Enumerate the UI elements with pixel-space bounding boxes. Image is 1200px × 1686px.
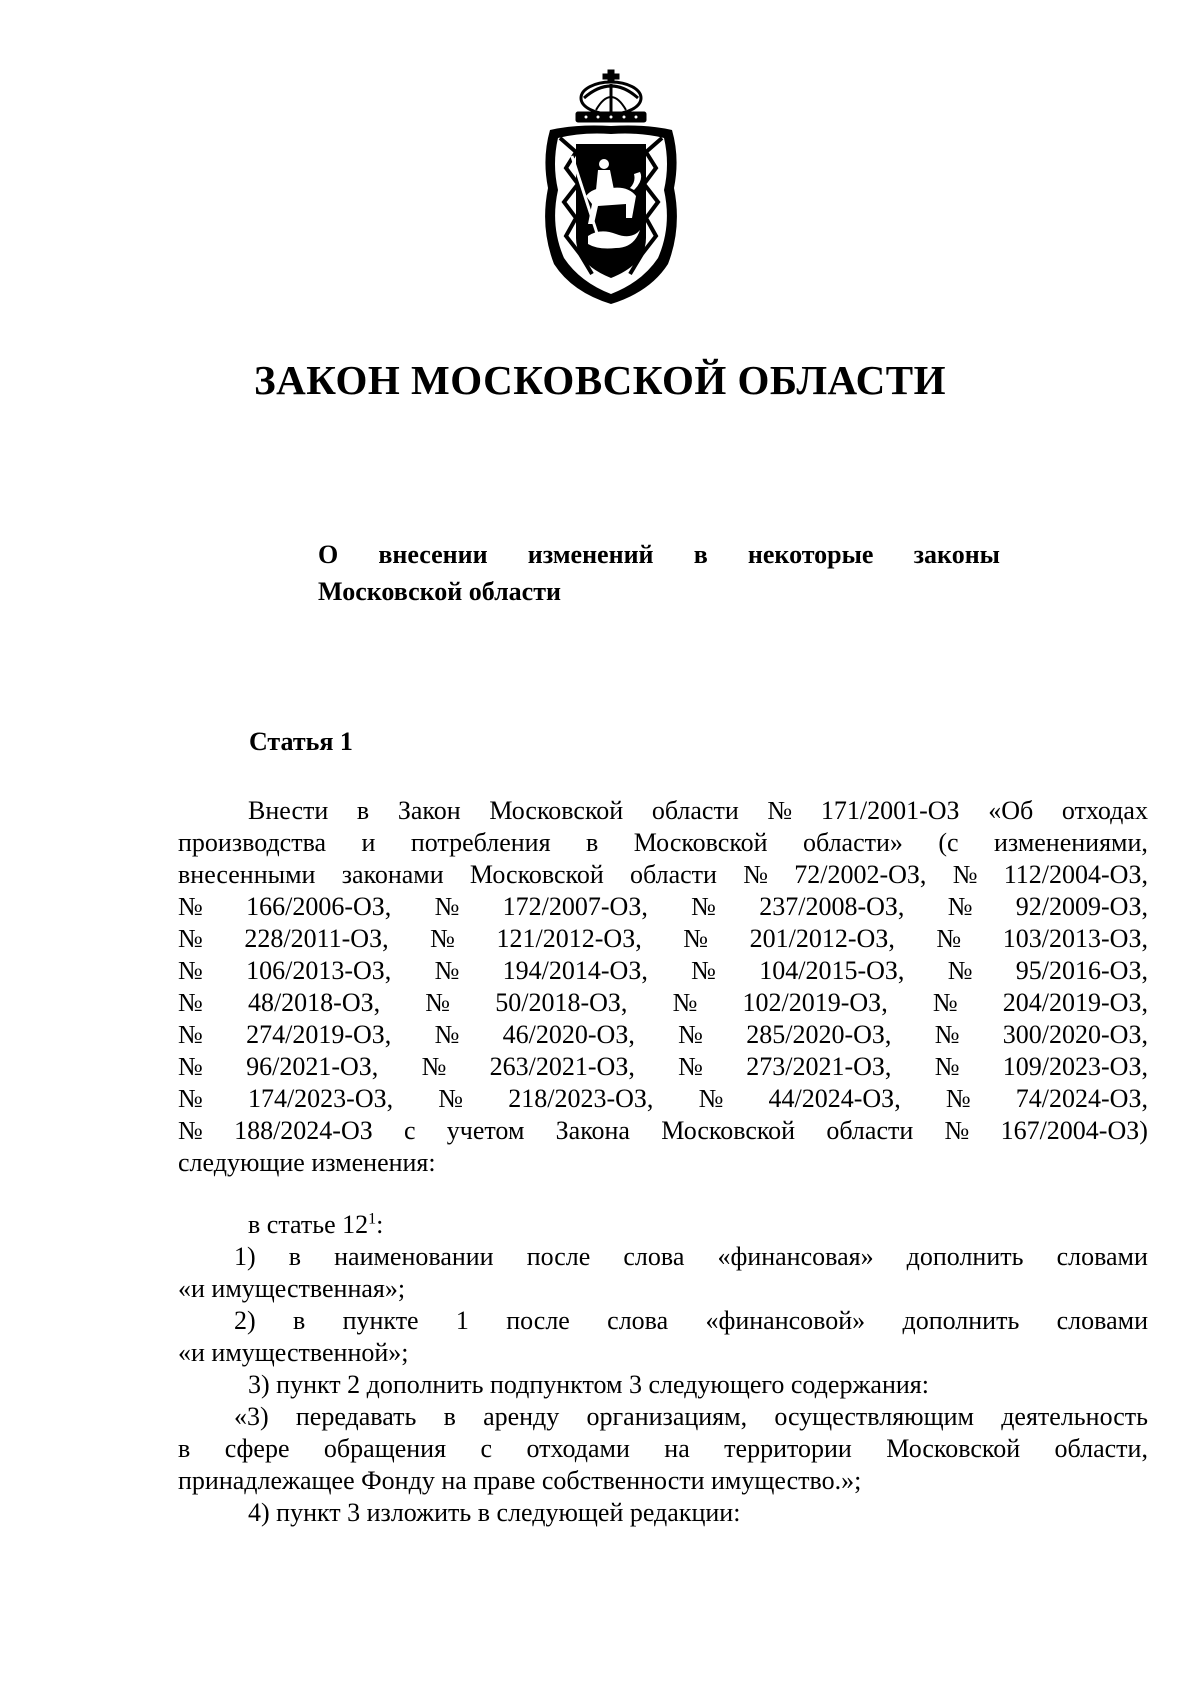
word: № bbox=[934, 1052, 960, 1081]
word: в bbox=[585, 828, 599, 857]
word: № bbox=[932, 988, 958, 1017]
word: Московской bbox=[633, 828, 768, 857]
word: № bbox=[178, 988, 203, 1017]
word: 106/2013-ОЗ, bbox=[246, 956, 392, 985]
word: области bbox=[826, 1116, 914, 1145]
word: изменениями, bbox=[994, 828, 1148, 857]
word: № bbox=[678, 1052, 703, 1081]
word: № bbox=[936, 924, 962, 953]
word: 201/2012-ОЗ, bbox=[749, 924, 895, 953]
word: № bbox=[691, 892, 716, 921]
law-subject-heading bbox=[318, 536, 1000, 610]
word: № bbox=[178, 1116, 203, 1145]
subject-word: в bbox=[693, 540, 708, 569]
word: № bbox=[430, 924, 455, 953]
word: 171/2001-ОЗ bbox=[820, 796, 960, 825]
word: № bbox=[934, 1020, 960, 1049]
word: после bbox=[506, 1306, 570, 1335]
subject-line-2: Московской области bbox=[318, 577, 561, 606]
list-item-3: 3) пункт 2 дополнить подпунктом 3 следующего содержания: bbox=[248, 1370, 929, 1399]
word: словами bbox=[1056, 1242, 1148, 1271]
word: 121/2012-ОЗ, bbox=[496, 924, 642, 953]
word: № bbox=[425, 988, 451, 1017]
word: после bbox=[526, 1242, 591, 1271]
subject-word: некоторые bbox=[747, 540, 874, 569]
word: № bbox=[178, 1084, 203, 1113]
list-item-2 bbox=[178, 1305, 1148, 1337]
word: № bbox=[178, 924, 203, 953]
list-item-1-continuation: «и имущественная»; bbox=[178, 1274, 406, 1303]
word: 92/2009-ОЗ, bbox=[1015, 892, 1148, 921]
article-reference bbox=[178, 1209, 1148, 1241]
word: пункте bbox=[342, 1306, 419, 1335]
word: № bbox=[947, 892, 973, 921]
word: слова bbox=[607, 1306, 669, 1335]
word: Закон bbox=[397, 796, 461, 825]
word: № bbox=[434, 892, 460, 921]
quoted-subparagraph bbox=[178, 1401, 1148, 1465]
quote-last-line: принадлежащее Фонду на праве собственности имущество.»; bbox=[178, 1466, 862, 1495]
word: «3) bbox=[234, 1402, 269, 1431]
word: «финансовой» bbox=[705, 1306, 866, 1335]
word: в bbox=[292, 1306, 306, 1335]
subject-word: О bbox=[318, 540, 339, 569]
word: № bbox=[434, 1020, 460, 1049]
word: области bbox=[630, 860, 717, 889]
intro-line bbox=[178, 955, 1148, 987]
word: осуществляющим bbox=[774, 1402, 974, 1431]
word: (с bbox=[938, 828, 959, 857]
intro-line bbox=[178, 859, 1148, 891]
quote-line bbox=[178, 1401, 1148, 1433]
word: № bbox=[438, 1084, 464, 1113]
word: учетом bbox=[446, 1116, 525, 1145]
word: № bbox=[678, 1020, 703, 1049]
word: 46/2020-ОЗ, bbox=[502, 1020, 635, 1049]
word: с bbox=[480, 1434, 493, 1463]
word: в bbox=[288, 1242, 302, 1271]
list-item-4: 4) пункт 3 изложить в следующей редакции: bbox=[248, 1498, 741, 1527]
word: в bbox=[356, 796, 370, 825]
word: внесенными bbox=[178, 860, 316, 889]
word: 109/2023-ОЗ, bbox=[1002, 1052, 1148, 1081]
word: Московской bbox=[886, 1434, 1021, 1463]
word: 167/2004-ОЗ) bbox=[1000, 1116, 1148, 1145]
word: дополнить bbox=[902, 1306, 1020, 1335]
article-ref-colon: : bbox=[376, 1210, 384, 1239]
word: в bbox=[443, 1402, 456, 1431]
word: производства bbox=[178, 828, 327, 857]
word: 285/2020-ОЗ, bbox=[746, 1020, 892, 1049]
word: передавать bbox=[295, 1402, 417, 1431]
word: 2) bbox=[234, 1306, 256, 1335]
intro-line bbox=[178, 1019, 1148, 1051]
intro-line bbox=[178, 987, 1148, 1019]
list-item-2-continuation: «и имущественной»; bbox=[178, 1338, 409, 1367]
word: № bbox=[178, 1052, 203, 1081]
word: сфере bbox=[224, 1434, 290, 1463]
word: слова bbox=[623, 1242, 685, 1271]
quote-line bbox=[178, 1433, 1148, 1465]
word: 194/2014-ОЗ, bbox=[502, 956, 648, 985]
word: Московской bbox=[661, 1116, 796, 1145]
word: 72/2002-ОЗ, bbox=[794, 860, 927, 889]
word: Московской bbox=[469, 860, 604, 889]
word: № bbox=[672, 988, 698, 1017]
word: аренду bbox=[483, 1402, 560, 1431]
article-body bbox=[178, 795, 1148, 1529]
word: с bbox=[404, 1116, 416, 1145]
word: № bbox=[421, 1052, 447, 1081]
word: № bbox=[178, 892, 203, 921]
word: 96/2021-ОЗ, bbox=[246, 1052, 379, 1081]
word: территории bbox=[724, 1434, 852, 1463]
law-title: ЗАКОН МОСКОВСКОЙ ОБЛАСТИ bbox=[254, 357, 946, 403]
moscow-oblast-coat-of-arms-icon bbox=[536, 68, 686, 306]
word: № bbox=[434, 956, 460, 985]
word: 237/2008-ОЗ, bbox=[759, 892, 905, 921]
word: № bbox=[743, 860, 768, 889]
word: № bbox=[767, 796, 793, 825]
word: 104/2015-ОЗ, bbox=[759, 956, 905, 985]
word: 1) bbox=[234, 1242, 256, 1271]
intro-line bbox=[178, 923, 1148, 955]
word: области, bbox=[1054, 1434, 1148, 1463]
word: № bbox=[947, 956, 973, 985]
word: 50/2018-ОЗ, bbox=[495, 988, 628, 1017]
word: 166/2006-ОЗ, bbox=[246, 892, 392, 921]
word: организациям, bbox=[586, 1402, 748, 1431]
word: 218/2023-ОЗ, bbox=[508, 1084, 654, 1113]
word: 188/2024-ОЗ bbox=[234, 1116, 373, 1145]
word: в bbox=[178, 1434, 191, 1463]
intro-line bbox=[178, 1051, 1148, 1083]
word: 274/2019-ОЗ, bbox=[246, 1020, 392, 1049]
word: 102/2019-ОЗ, bbox=[742, 988, 888, 1017]
word: Внести bbox=[248, 796, 329, 825]
word: обращения bbox=[323, 1434, 447, 1463]
word: 228/2011-ОЗ, bbox=[244, 924, 389, 953]
word: 74/2024-ОЗ, bbox=[1015, 1084, 1148, 1113]
word: дополнить bbox=[906, 1242, 1024, 1271]
word: 48/2018-ОЗ, bbox=[247, 988, 381, 1017]
word: № bbox=[698, 1084, 724, 1113]
word: отходах bbox=[1061, 796, 1148, 825]
word: № bbox=[945, 1084, 971, 1113]
word: 1 bbox=[455, 1306, 469, 1335]
subject-word: внесении bbox=[378, 540, 488, 569]
article-heading: Статья 1 bbox=[249, 727, 353, 756]
word: и bbox=[361, 828, 376, 857]
word: 300/2020-ОЗ, bbox=[1002, 1020, 1148, 1049]
word: № bbox=[952, 860, 978, 889]
word: области» bbox=[803, 828, 903, 857]
word: 263/2021-ОЗ, bbox=[489, 1052, 635, 1081]
subject-line-1 bbox=[318, 536, 1000, 573]
intro-line bbox=[178, 891, 1148, 923]
word: области bbox=[651, 796, 739, 825]
word: Закона bbox=[555, 1116, 630, 1145]
word: деятельность bbox=[1001, 1402, 1148, 1431]
intro-line bbox=[178, 827, 1148, 859]
word: № bbox=[178, 1020, 203, 1049]
subject-word: законы bbox=[913, 540, 1000, 569]
word: потребления bbox=[410, 828, 551, 857]
word: 204/2019-ОЗ, bbox=[1002, 988, 1148, 1017]
word: наименовании bbox=[334, 1242, 494, 1271]
list-item-1 bbox=[178, 1241, 1148, 1273]
word: отходами bbox=[526, 1434, 630, 1463]
word: 44/2024-ОЗ, bbox=[768, 1084, 901, 1113]
intro-line bbox=[178, 1115, 1148, 1147]
word: законами bbox=[341, 860, 444, 889]
intro-line bbox=[178, 795, 1148, 827]
word: № bbox=[178, 956, 203, 985]
word: № bbox=[683, 924, 709, 953]
word: № bbox=[944, 1116, 970, 1145]
word: на bbox=[664, 1434, 690, 1463]
subject-word: изменений bbox=[527, 540, 654, 569]
word: «Об bbox=[988, 796, 1034, 825]
word: 112/2004-ОЗ, bbox=[1003, 860, 1148, 889]
word: Московской bbox=[489, 796, 624, 825]
word: № bbox=[691, 956, 716, 985]
intro-line bbox=[178, 1083, 1148, 1115]
article-ref-superscript: 1 bbox=[368, 1210, 377, 1228]
word: 172/2007-ОЗ, bbox=[502, 892, 648, 921]
word: 95/2016-ОЗ, bbox=[1015, 956, 1148, 985]
word: «финансовая» bbox=[717, 1242, 874, 1271]
word: 273/2021-ОЗ, bbox=[746, 1052, 892, 1081]
intro-last-line: следующие изменения: bbox=[178, 1148, 436, 1177]
article-ref-text: в статье 12 bbox=[248, 1210, 369, 1239]
word: словами bbox=[1056, 1306, 1148, 1335]
word: 103/2013-ОЗ, bbox=[1002, 924, 1148, 953]
intro-paragraph bbox=[178, 795, 1148, 1147]
word: 174/2023-ОЗ, bbox=[247, 1084, 394, 1113]
